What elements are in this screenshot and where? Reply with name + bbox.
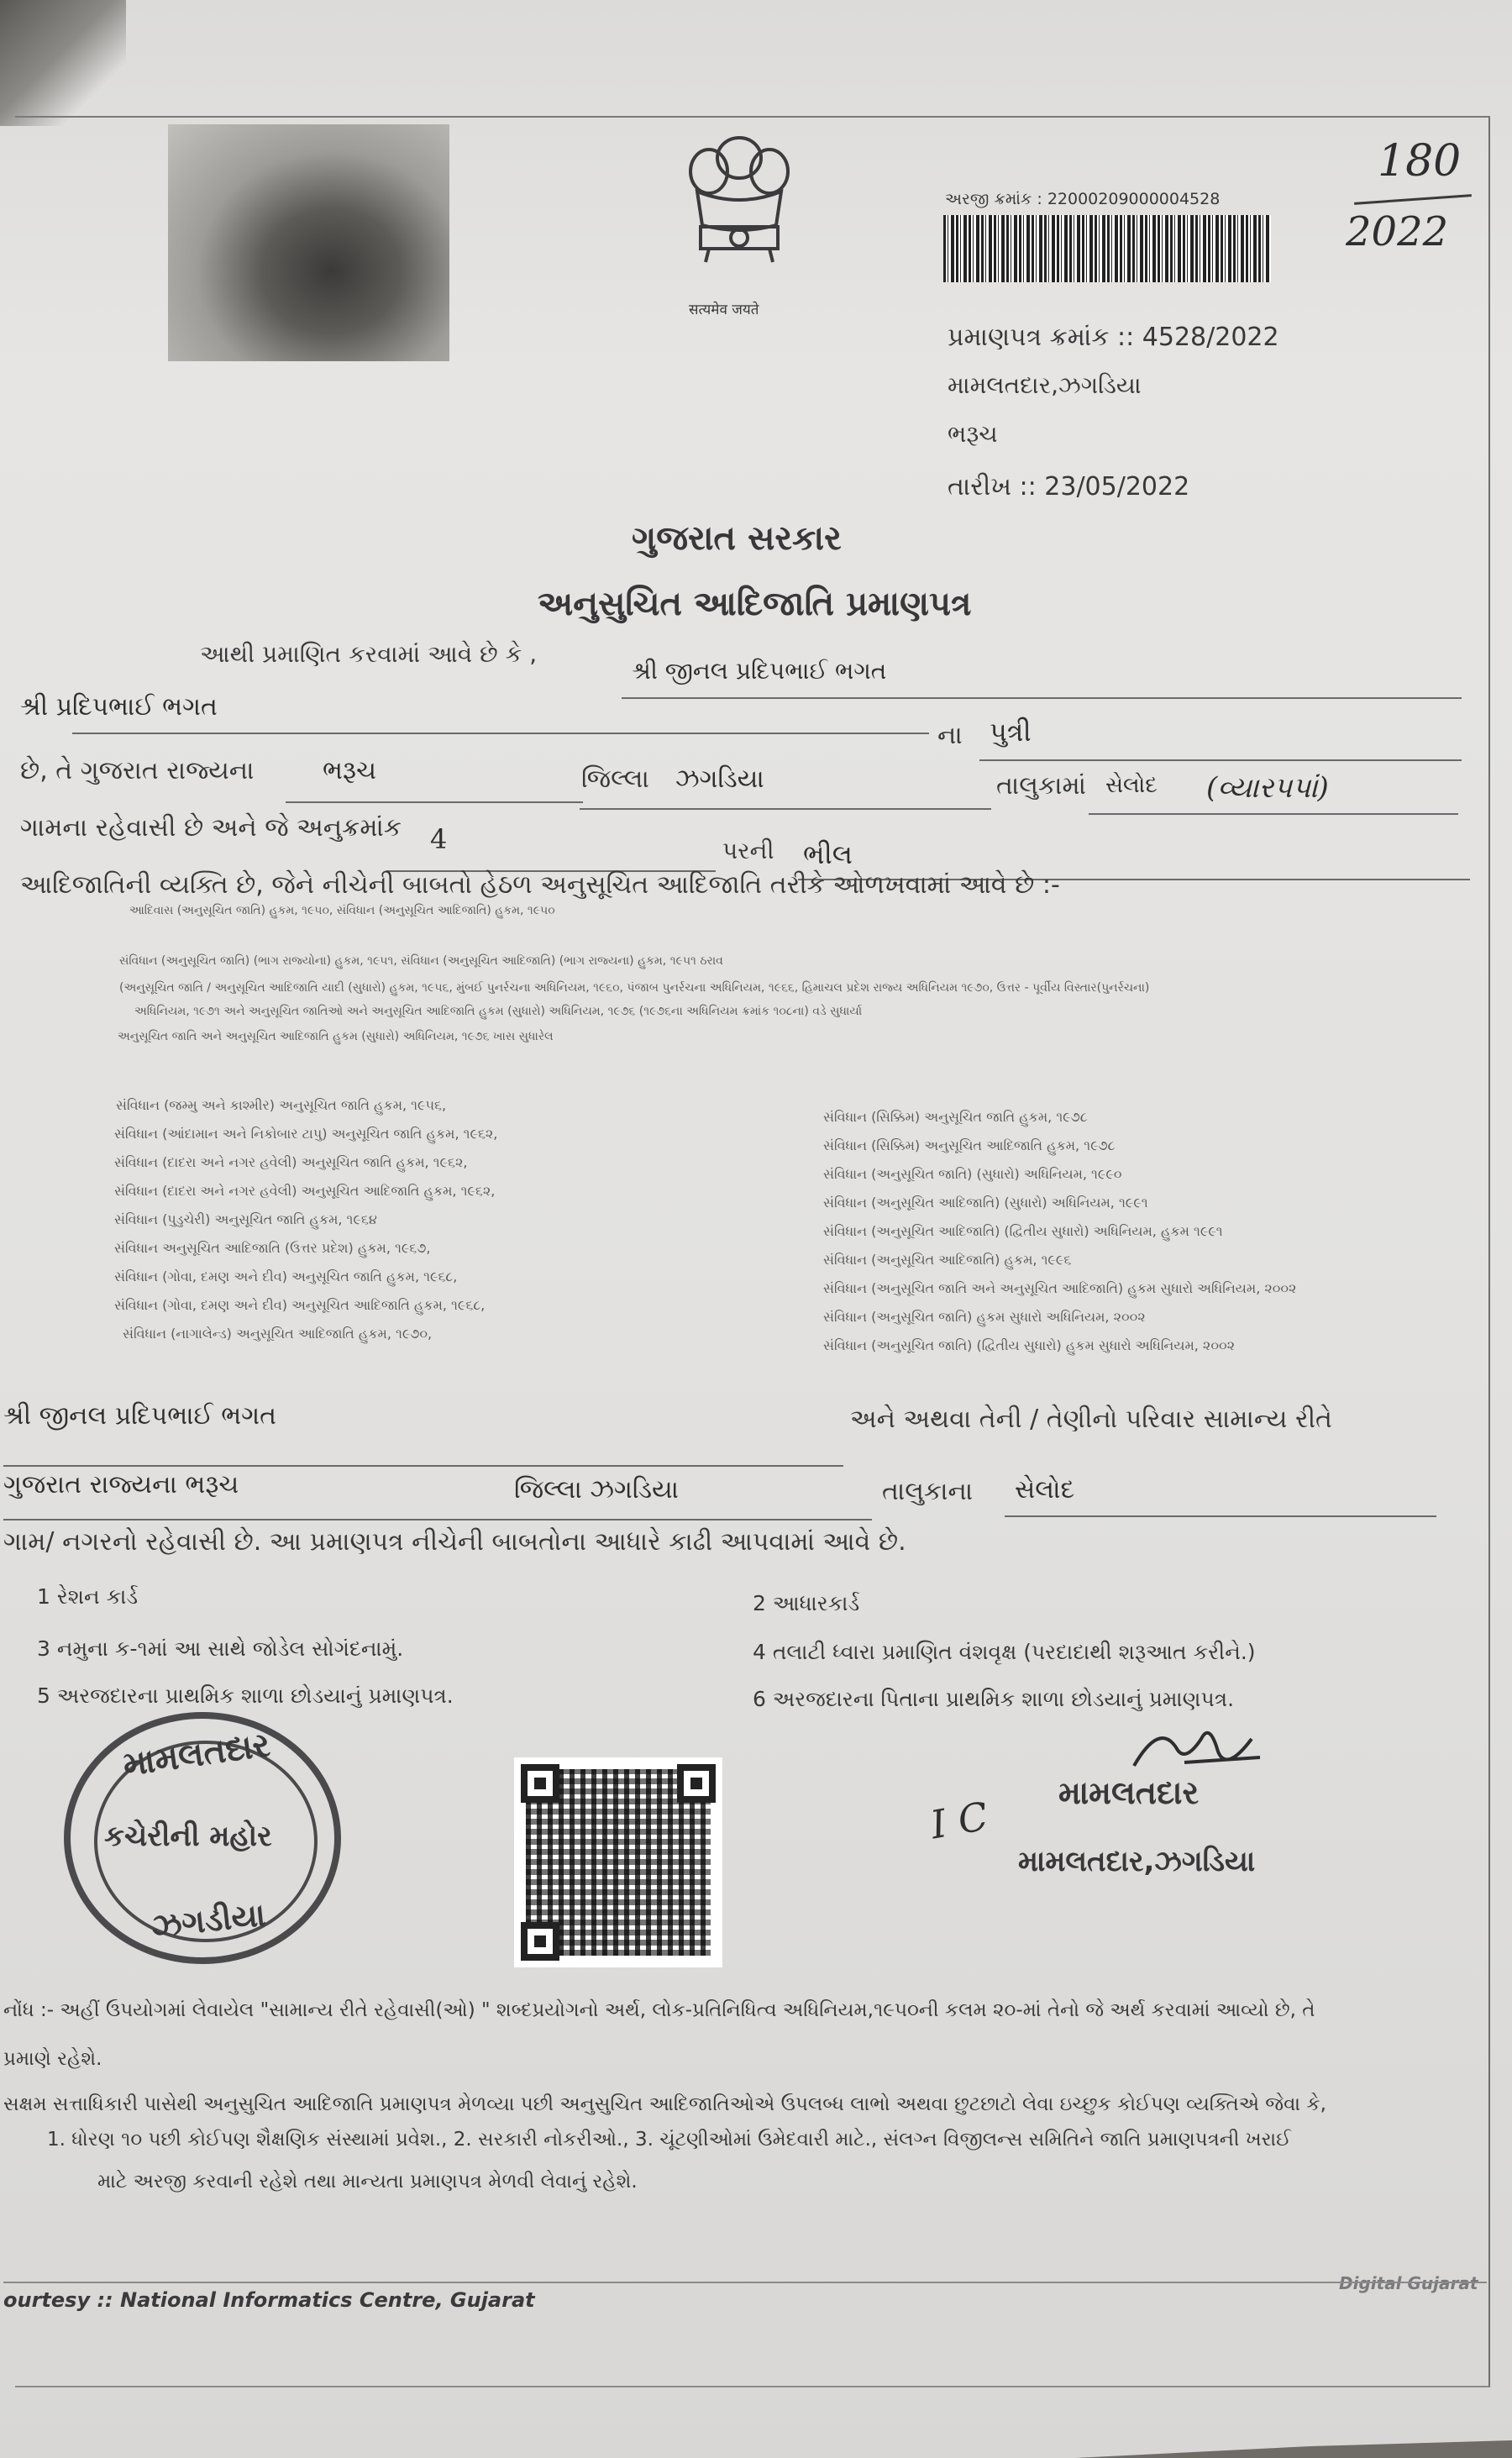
issuer-office: મામલતદાર,ઝગડિયા xyxy=(948,371,1142,399)
par-text: પરની xyxy=(722,837,774,864)
state-district-2: ગુજરાત રાજ્યના ભરૂચ xyxy=(3,1470,239,1499)
taluka-label: તાલુકામાં xyxy=(996,771,1086,801)
district-line xyxy=(286,801,583,803)
resident-text: ગામના રહેવાસી છે અને જે અનુક્રમાંક xyxy=(20,813,402,843)
orders-line-5: અનુસૂચિત જાતિ અને અનુસૂચિત આદિજાતિ હુકમ (સુધારો) અધિનિયમ, ૧૯૭૬ ખાસ સુધારેલ xyxy=(118,1030,554,1043)
applicant-photo xyxy=(168,124,449,361)
note-1-line-2: પ્રમાણે રહેશે. xyxy=(3,2048,102,2070)
order-right-3: સંવિધાન (અનુસૂચિત જાતિ) (સુધારો) અધિનિયમ, ૧૯૯૦ xyxy=(823,1166,1122,1182)
order-right-6: સંવિધાન (અનુસૂચિત આદિજાતિ) હુકમ, ૧૯૯૬ xyxy=(823,1252,1072,1268)
order-left-1: સંવિધાન (જમ્મુ અને કાશ્મીર) અનુસૂચિત જાતિ હુકમ, ૧૯૫૬, xyxy=(116,1097,447,1113)
father-name-line xyxy=(72,733,929,734)
order-right-1: સંવિધાન (સિક્કિમ) અનુસૂચિત જાતિ હુકમ, ૧૯૭૮ xyxy=(823,1109,1088,1125)
village-line xyxy=(1089,813,1458,815)
application-number: અરજી ક્રમાંક : 22000209000004528 xyxy=(945,190,1221,208)
tribe-text: આદિજાતિની વ્યક્તિ છે, જેને નીચેની બાબતો હેઠળ અનુસૂચિત આદિજાતિ તરીકે ઓળખવામાં આવે છે :- xyxy=(20,870,1060,900)
note-2-line-1: સક્ષમ સત્તાધિકારી પાસેથી અનુસુચિત આદિજાતિ પ્રમાણપત્ર મેળવ્યા પછી અનુસુચિત આદિજાતિઓએ ઉપલબ્ધ લાભો અથવા છુટછાટો લેવા ઇચ્છુક કોઈપણ વ્યક્તિએ જેવા કે, xyxy=(3,2093,1326,2115)
note-2-line-2: 1. ધોરણ ૧૦ પછી કોઈપણ શૈક્ષણિક સંસ્થામાં પ્રવેશ., 2. સરકારી નોકરીઓ., 3. ચૂંટણીઓમાં ઉમેદવારી માટે., સંલગ્ન વિજીલન્સ સમિતિને જાતિ પ્રમાણપત્રની ખરાઈ xyxy=(47,2129,1291,2151)
note-1-line-1: નોંધ :- અહીં ઉપયોગમાં લેવાયેલ "સામાન્ય રીતે રહેવાસી(ઓ) " શબ્દપ્રયોગનો અર્થ, લોક-પ્રતિનિધિત્વ અધિનિયમ,૧૯૫૦ની કલમ ૨૦-માં તેનો જે અર્થ કરવામાં આવ્યો છે, તે xyxy=(3,1999,1315,2021)
certificate-number: પ્રમાણપત્ર ક્રમાંક :: 4528/2022 xyxy=(948,323,1279,352)
seal-top-text: મામલતદાર xyxy=(120,1725,273,1785)
taluka-line xyxy=(580,808,991,810)
order-right-5: સંવિધાન (અનુસૂચિત આદિજાતિ) (દ્વિતીય સુધારો) અધિનિયમ, હુકમ ૧૯૯૧ xyxy=(823,1223,1223,1239)
family-text: અને અથવા તેની / તેણીનો પરિવાર સામાન્ય રીતે xyxy=(850,1405,1332,1434)
relation-line xyxy=(979,759,1462,761)
order-left-7: સંવિધાન (ગોવા, દમણ અને દીવ) અનુસૂચિત જાતિ હુકમ, ૧૯૬૮, xyxy=(114,1268,458,1284)
qr-code xyxy=(514,1757,722,1967)
qr-finder-tr xyxy=(677,1764,716,1803)
government-title: ગુજરાત સરકાર xyxy=(632,519,842,558)
handwritten-year: 2022 xyxy=(1346,208,1449,255)
issue-date: તારીખ :: 23/05/2022 xyxy=(948,472,1190,502)
order-right-2: સંવિધાન (સિક્કિમ) અનુસૂચિત આદિજાતિ હુકમ, ૧૯૭૮ xyxy=(823,1137,1116,1153)
digital-gujarat-label: Digital Gujarat xyxy=(1339,2273,1478,2293)
relation: પુત્રી xyxy=(990,716,1032,748)
order-left-4: સંવિધાન (દાદરા અને નગર હવેલી) અનુસૂચિત આદિજાતિ હુકમ, ૧૯૬૨, xyxy=(114,1183,496,1199)
serial-number: 4 xyxy=(430,823,448,855)
note-2-line-3: માટે અરજી કરવાની રહેશે તથા માન્યતા પ્રમાણપત્ર મેળવી લેવાનું રહેશે. xyxy=(97,2171,638,2193)
father-name: શ્રી પ્રદિપભાઈ ભગત xyxy=(20,692,218,722)
qr-finder-bl xyxy=(521,1922,559,1961)
document-4: 4 તલાટી ધ્વારા પ્રમાણિત વંશવૃક્ષ (પરદાદાથી શરૂઆત કરીને.) xyxy=(753,1640,1256,1664)
district-value: ભરૂચ xyxy=(323,756,376,785)
order-right-9: સંવિધાન (અનુસૂચિત જાતિ) (દ્વિતીય સુધારો) હુકમ સુધારો અધિનિયમ, ૨૦૦૨ xyxy=(823,1337,1235,1353)
basis-text: ગામ/ નગરનો રહેવાસી છે. આ પ્રમાણપત્ર નીચેની બાબતોના આધારે કાઢી આપવામાં આવે છે. xyxy=(3,1527,906,1557)
applicant-name-line xyxy=(622,697,1462,699)
village-2: સેલોદ xyxy=(1015,1475,1075,1505)
order-left-9: સંવિધાન (નાગાલેન્ડ) અનુસૂચિત આદિજાતિ હુકમ, ૧૯૭૦, xyxy=(123,1326,433,1342)
orders-line-4: અધિનિયમ, ૧૯૭૧ અને અનુસૂચિત જાતિઓ અને અનુસૂચિત આદિજાતિ હુકમ (સુધારો) અધિનિયમ, ૧૯૭૬ (૧૯૭૬ના અધિનિયમ ક્રમાંક ૧૦૮ના) વડે સુધાર્યા xyxy=(134,1005,863,1018)
order-left-6: સંવિધાન અનુસૂચિત આદિજાતિ (ઉત્તર પ્રદેશ) હુકમ, ૧૯૬૭, xyxy=(114,1240,431,1256)
order-right-4: સંવિધાન (અનુસૂચિત આદિજાતિ) (સુધારો) અધિનિયમ, ૧૯૯૧ xyxy=(823,1195,1148,1211)
issuer-district: ભરૂચ xyxy=(948,420,998,448)
person-name-2: શ્રી જીનલ પ્રદિપભાઈ ભગત xyxy=(3,1401,277,1431)
person-name-2-line xyxy=(3,1465,843,1467)
orders-line-3: (અનુસૂચિત જાતિ / અનુસૂચિત આદિજાતિ યાદી (સુધારો) હુકમ, ૧૯૫૬, મુંબઈ પુનર્રચના અધિનિયમ, ૧૯૬૦, પંજાબ પુનર્રચના અધિનિયમ, ૧૯૬૬, હિમાચલ પ્રદેશ રાજ્ય અધિનિયમ ૧૯૭૦, ઉત્તર - પૂર્વીય વિસ્તાર(પુનર્રચના) xyxy=(119,981,1150,995)
qr-finder-tl xyxy=(521,1764,559,1803)
signature-initials: I C xyxy=(927,1793,992,1848)
signatory-designation: મામલતદાર xyxy=(1058,1774,1200,1811)
tribe: ભીલ xyxy=(803,838,853,870)
courtesy-text: ourtesy :: National Informatics Centre, Gujarat xyxy=(3,2288,535,2312)
village-2-line xyxy=(1005,1515,1436,1517)
footer-divider xyxy=(3,2282,1487,2283)
page-shadow xyxy=(0,0,126,126)
taluka-value: ઝગડિયા xyxy=(675,764,764,794)
order-right-8: સંવિધાન (અનુસૂચિત જાતિ) હુકમ સુધારો અધિનિયમ, ૨૦૦૨ xyxy=(823,1309,1146,1325)
state-text: છે, તે ગુજરાત રાજ્યના xyxy=(20,756,255,785)
order-left-2: સંવિધાન (આંદામાન અને નિકોબાર ટાપુ) અનુસૂચિત જાતિ હુકમ, ૧૯૬૨, xyxy=(114,1126,498,1142)
applicant-name: શ્રી જીનલ પ્રદિપભાઈ ભગત xyxy=(632,657,887,685)
national-emblem-icon xyxy=(672,124,806,292)
document-3: 3 નમુના ક-૧માં આ સાથે જોડેલ સોગંદનામું. xyxy=(37,1636,404,1661)
barcode xyxy=(943,215,1271,282)
signature-scribble-icon xyxy=(1126,1714,1268,1781)
district-taluka-2: જિલ્લા ઝગડિયા xyxy=(514,1475,680,1505)
signatory-office: મામલતદાર,ઝગડિયા xyxy=(1018,1845,1256,1878)
handwritten-number: 180 xyxy=(1378,136,1462,186)
seal-bottom-text: ઝગડીયા xyxy=(150,1896,268,1945)
orders-line-1: આદિવાસ (અનુસૂચિત જાતિ) હુકમ, ૧૯૫૦, સંવિધાન (અનુસૂચિત આદિજાતિ) હુકમ, ૧૯૫૦ xyxy=(129,904,555,917)
district-2-line xyxy=(3,1519,872,1520)
document-5: 5 અરજદારના પ્રાથમિક શાળા છોડયાનું પ્રમાણપત્ર. xyxy=(37,1683,454,1708)
handwritten-note: (વ્યારપપાં) xyxy=(1206,771,1329,805)
village-value: સેલોદ xyxy=(1105,773,1158,798)
document-1: 1 રેશન કાર્ડ xyxy=(37,1584,139,1609)
na-text: ના xyxy=(937,721,963,750)
order-left-8: સંવિધાન (ગોવા, દમણ અને દીવ) અનુસૂચિત આદિજાતિ હુકમ, ૧૯૬૮, xyxy=(114,1297,486,1313)
certify-text: આથી પ્રમાણિત કરવામાં આવે છે કે , xyxy=(200,640,538,668)
certificate-title: અનુસુચિત આદિજાતિ પ્રમાણપત્ર xyxy=(538,585,972,623)
seal-middle-text: કચેરીની મહોર xyxy=(104,1820,272,1853)
document-6: 6 અરજદારના પિતાના પ્રાથમિક શાળા છોડયાનું પ્રમાણપત્ર. xyxy=(753,1687,1235,1711)
orders-line-2: સંવિધાન (અનુસૂચિત જાતિ) (ભાગ રાજ્યોના) હુકમ, ૧૯૫૧, સંવિધાન (અનુસૂચિત આદિજાતિ) (ભાગ રાજ્યના) હુકમ, ૧૯૫૧ ઠરાવ xyxy=(119,954,723,968)
document-2: 2 આધારકાર્ડ xyxy=(753,1591,860,1615)
district-label: જિલ્લા xyxy=(581,764,649,794)
emblem-motto: सत्यमेव जयते xyxy=(689,302,759,318)
order-left-3: સંવિધાન (દાદરા અને નગર હવેલી) અનુસૂચિત જાતિ હુકમ, ૧૯૬૨, xyxy=(114,1154,468,1170)
order-right-7: સંવિધાન (અનુસૂચિત જાતિ અને અનુસૂચિત આદિજાતિ) હુકમ સુધારો અધિનિયમ, ૨૦૦૨ xyxy=(823,1280,1297,1296)
taluka-label-2: તાલુકાના xyxy=(882,1477,974,1506)
order-left-5: સંવિધાન (પુડુચેરી) અનુસૂચિત જાતિ હુકમ, ૧૯૬૪ xyxy=(114,1211,377,1227)
office-seal xyxy=(64,1712,341,1964)
